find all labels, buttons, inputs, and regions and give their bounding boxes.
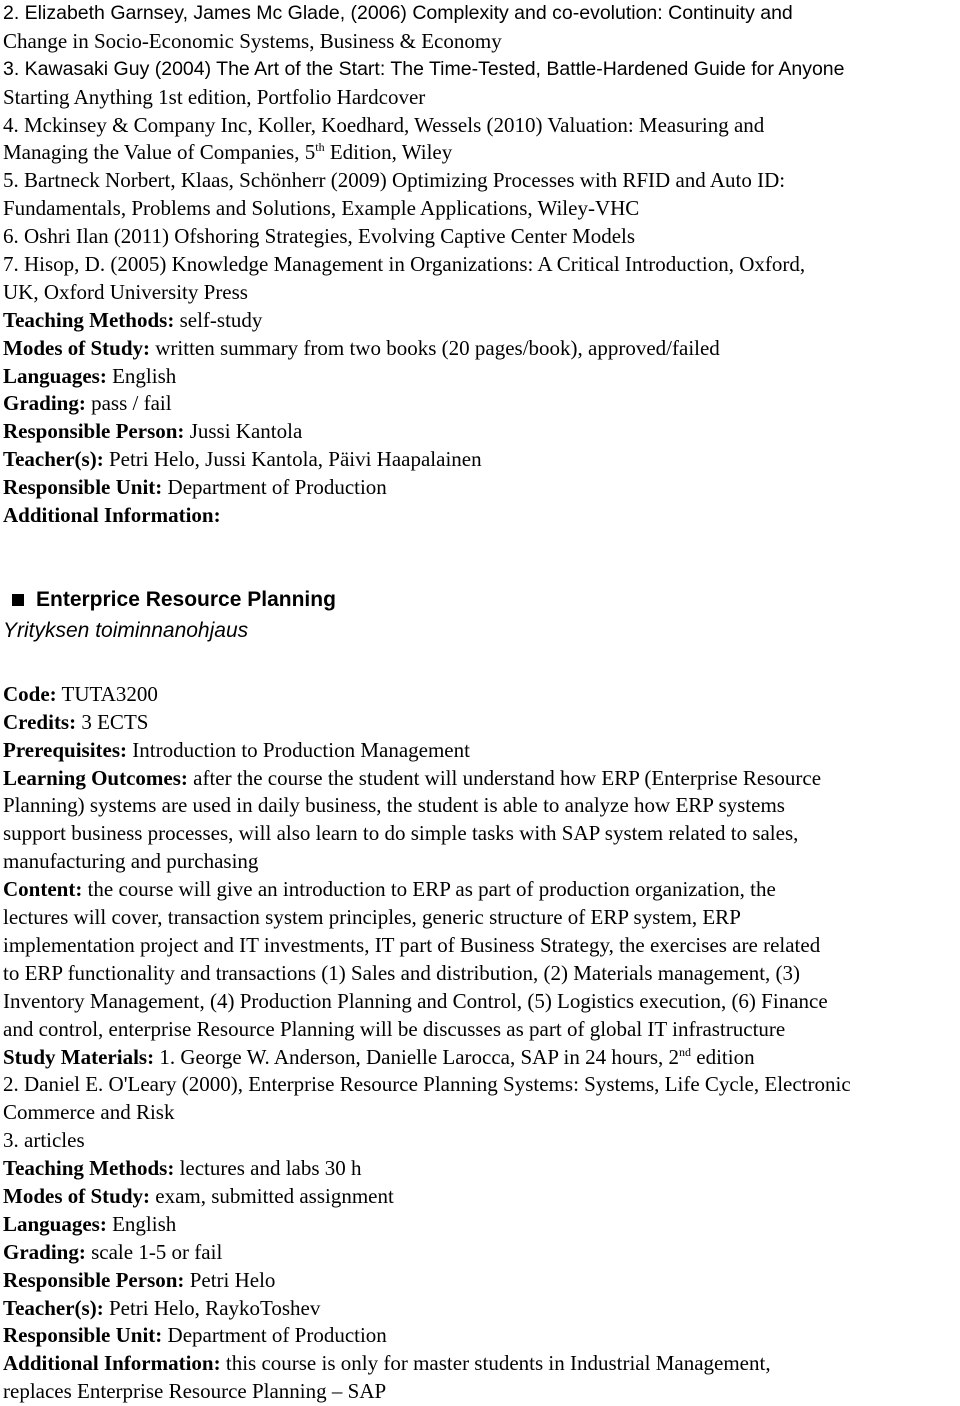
course-heading: [3, 585, 958, 615]
text-line: implementation project and IT investments, IT part of Business Strategy, the exercises are related: [3, 932, 821, 957]
field-label: Languages:: [3, 363, 107, 388]
reference-line: 6. Oshri Ilan (2011) Ofshoring Strategies, Evolving Captive Center Models: [3, 224, 636, 249]
field-value: pass / fail: [85, 391, 172, 416]
field-label: Modes of Study:: [3, 1183, 151, 1208]
field-row: Study Materials: 1. George W. Anderson, Danielle Larocca, SAP in 24 hours, 2nd edition: [3, 1044, 755, 1069]
course-subtitle: Yrityksen toiminnanohjaus: [3, 618, 249, 642]
reference-line: Starting Anything 1st edition, Portfolio Hardcover: [3, 84, 426, 109]
field-row: [3, 1239, 958, 1267]
reference-line: 7. Hisop, D. (2005) Knowledge Management in Organizations: A Critical Introduction, Oxford,: [3, 252, 806, 277]
field-value: lectures and labs 30 h: [174, 1156, 362, 1181]
field-label: Languages:: [3, 1211, 107, 1236]
field-value: Department of Production: [162, 475, 387, 500]
field-row: [3, 307, 958, 335]
field-label: Prerequisites:: [3, 737, 128, 762]
section-spacer: [3, 647, 958, 681]
field-label: Responsible Unit:: [3, 1323, 163, 1348]
field-value: after the course the student will understand how ERP (Enterprise Resource: [187, 765, 822, 790]
study-materials: [3, 1044, 958, 1156]
reference-line: 5. Bartneck Norbert, Klaas, Schönherr (2009) Optimizing Processes with RFID and Auto ID:: [3, 168, 786, 193]
course2-tail-fields: [3, 1155, 958, 1350]
field-value: this course is only for master students in Industrial Management,: [220, 1351, 771, 1376]
reference-line: 2. Elizabeth Garnsey, James Mc Glade, (2006) Complexity and co-evolution: Continuity and: [3, 2, 793, 24]
course2-head-fields: [3, 681, 958, 765]
field-row: [3, 765, 958, 793]
field-value: 3 ECTS: [76, 709, 149, 734]
field-row: [3, 1183, 958, 1211]
field-value: the course will give an introduction to ERP as part of production organization, the: [82, 877, 776, 902]
reference-line: UK, Oxford University Press: [3, 279, 248, 304]
field-label: Responsible Person:: [3, 1267, 185, 1292]
document-page: [3, 0, 958, 1406]
field-row: [3, 1155, 958, 1183]
square-bullet-icon: [12, 594, 24, 606]
reference-4: [3, 112, 958, 168]
text-line: 2. Daniel E. O'Leary (2000), Enterprise Resource Planning Systems: Systems, Life Cycle, Electronic: [3, 1072, 851, 1097]
field-label: Teacher(s):: [3, 1295, 104, 1320]
field-value: written summary from two books (20 pages/book), approved/failed: [150, 335, 720, 360]
field-row: [3, 335, 958, 363]
references-top: [3, 0, 958, 112]
field-label: Additional Information:: [3, 503, 221, 528]
field-row: [3, 446, 958, 474]
field-row: [3, 1350, 958, 1378]
field-label: Grading:: [3, 1239, 86, 1264]
field-row: [3, 709, 958, 737]
text-line: and control, enterprise Resource Planning will be discusses as part of global IT infrastructure: [3, 1016, 786, 1041]
field-value: Introduction to Production Management: [127, 737, 470, 762]
field-label: Responsible Person:: [3, 419, 185, 444]
text-line: replaces Enterprise Resource Planning – SAP: [3, 1379, 387, 1404]
field-value: Petri Helo, RaykoToshev: [103, 1295, 321, 1320]
additional-information: [3, 1350, 958, 1406]
field-row: [3, 1211, 958, 1239]
field-label: Credits:: [3, 709, 77, 734]
field-value: Jussi Kantola: [184, 419, 303, 444]
text-line: Planning) systems are used in daily business, the student is able to analyze how ERP systems: [3, 793, 785, 818]
field-row: [3, 1322, 958, 1350]
field-label: Code:: [3, 681, 57, 706]
reference-line: Change in Socio-Economic Systems, Business & Economy: [3, 28, 502, 53]
field-value: TUTA3200: [56, 681, 158, 706]
text-line: manufacturing and purchasing: [3, 849, 259, 874]
field-row: [3, 876, 958, 904]
field-value: Department of Production: [162, 1323, 387, 1348]
field-row: [3, 418, 958, 446]
field-label: Grading:: [3, 391, 86, 416]
text-line: to ERP functionality and transactions (1) Sales and distribution, (2) Materials management, (3): [3, 960, 801, 985]
text-line: Commerce and Risk: [3, 1100, 175, 1125]
text-line: 3. articles: [3, 1128, 85, 1153]
course1-fields: [3, 307, 958, 530]
field-label: Modes of Study:: [3, 335, 151, 360]
field-value: Petri Helo: [184, 1267, 276, 1292]
reference-line: Fundamentals, Problems and Solutions, Example Applications, Wiley-VHC: [3, 196, 640, 221]
field-label: Teaching Methods:: [3, 307, 175, 332]
field-row: [3, 390, 958, 418]
text-line: support business processes, will also learn to do simple tasks with SAP system related to sales,: [3, 821, 799, 846]
field-row: [3, 1267, 958, 1295]
field-label: Teaching Methods:: [3, 1156, 175, 1181]
field-row: [3, 737, 958, 765]
field-value: scale 1-5 or fail: [85, 1239, 223, 1264]
learning-outcomes: [3, 765, 958, 877]
field-row: [3, 363, 958, 391]
field-value: Petri Helo, Jussi Kantola, Päivi Haapalainen: [103, 447, 482, 472]
field-value: exam, submitted assignment: [150, 1183, 394, 1208]
field-value: self-study: [174, 307, 263, 332]
field-row: [3, 1295, 958, 1323]
references-rest: [3, 167, 958, 306]
reference-line: 3. Kawasaki Guy (2004) The Art of the Start: The Time-Tested, Battle-Hardened Guide for Anyone: [3, 57, 845, 80]
course-content: [3, 876, 958, 1043]
field-value: English: [106, 1211, 177, 1236]
field-row: [3, 502, 958, 530]
field-row: [3, 681, 958, 709]
text-line: lectures will cover, transaction system principles, generic structure of ERP system, ERP: [3, 905, 741, 930]
reference-line: 4. Mckinsey & Company Inc, Koller, Koedhard, Wessels (2010) Valuation: Measuring and: [3, 112, 765, 137]
field-label: Teacher(s):: [3, 447, 104, 472]
section-spacer: [3, 530, 958, 585]
field-label: Study Materials:: [3, 1044, 155, 1069]
field-value: English: [106, 363, 177, 388]
field-row: [3, 474, 958, 502]
field-label: Responsible Unit:: [3, 475, 163, 500]
field-label: Learning Outcomes:: [3, 765, 188, 790]
reference-line: Managing the Value of Companies, 5th Edition, Wiley: [3, 140, 453, 165]
course-title: Enterprice Resource Planning: [36, 587, 336, 611]
field-label: Content:: [3, 877, 83, 902]
field-label: Additional Information:: [3, 1351, 221, 1376]
text-line: Inventory Management, (4) Production Planning and Control, (5) Logistics execution, (6) Finance: [3, 988, 828, 1013]
